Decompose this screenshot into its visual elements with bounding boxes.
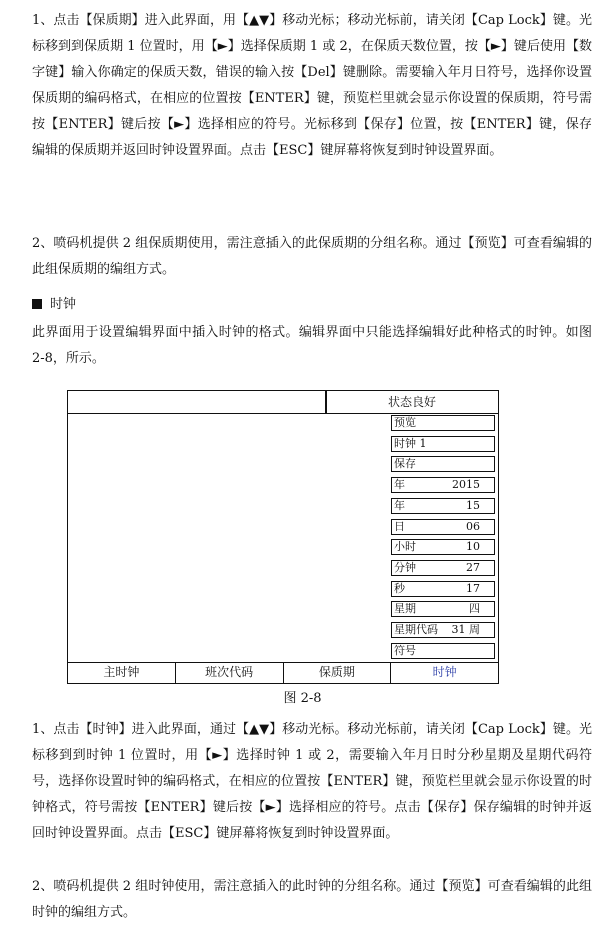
side-item[interactable] [391,477,495,493]
side-item[interactable] [391,498,495,514]
figure-caption: 图 2-8 [283,691,322,706]
side-item-label: 预览 [394,416,416,429]
tab-1[interactable]: 主时钟 [68,663,176,683]
paragraph-clock-2: 2、喷码机提供 2 组时钟使用，需注意插入的此时钟的分组名称。通过【预览】可查看编辑的此组时钟的编组方式。 [32,879,592,920]
side-item-value: 2015 [452,478,480,492]
clock-settings-figure [67,390,499,684]
side-item[interactable] [391,436,495,452]
side-item-label: 日 [394,519,405,533]
side-item-value: 15 [466,498,480,512]
tab-2[interactable]: 班次代码 [176,663,284,683]
paragraph-clock-intro: 此界面用于设置编辑界面中插入时钟的格式。编辑界面中只能选择编辑好此种格式的时钟。如图 2-8，所示。 [32,325,592,366]
side-item-value: 10 [466,540,480,554]
side-item-label: 小时 [394,540,416,554]
side-item[interactable] [391,415,495,431]
section-heading [32,292,592,318]
side-item[interactable] [391,456,495,472]
side-item-label: 保存 [394,457,416,471]
paragraph-clock-1: 1、点击【时钟】进入此界面，通过【▲▼】移动光标。移动光标前，请关闭【Cap Lock】键。光标移到到时钟 1 位置时，用【►】选择时钟 1 或 2，需要输入年月日时分秒星期及星期代码符号，选择你设置时钟的编码格式，在相应的位置按【ENTER】键，预览栏里就会显示你设置的时钟格式，符号需按【ENTER】键后按【►】选择相应的符号。点击【保存】保存编辑的时钟并返回时钟设置界面。点击【ESC】键屏幕将恢复到时钟设置界面。 [32,722,592,841]
paragraph-hold-period-1: 1、点击【保质期】进入此界面，用【▲▼】移动光标；移动光标前，请关闭【Cap Lock】键。光标移到到保质期 1 位置时，用【►】选择保质期 1 或 2，在保质天数位置，按【►】键后使用【数字键】输入你确定的保质天数，错误的输入按【Del】键删除。需要输入年月日符号，选择你设置保质期的编码格式，在相应的位置按【ENTER】键，预览栏里就会显示你设置的保质期，符号需按【ENTER】键后按【►】选择相应的符号。光标移到【保存】位置，按【ENTER】键，保存编辑的保质期并返回时钟设置界面。点击【ESC】键屏幕将恢复到时钟设置界面。 [32,13,593,158]
side-item-label: 年 [394,478,405,492]
side-item[interactable] [391,581,495,597]
side-item[interactable] [391,519,495,535]
figure-header [68,391,498,414]
square-bullet-icon [32,299,42,309]
status-text: 状态良好 [387,395,436,409]
side-item-label: 分钟 [394,560,416,574]
side-item-value: 31 周 [451,623,480,636]
side-item-label: 秒 [394,581,405,595]
side-item[interactable] [391,622,495,638]
side-item-value: 06 [466,519,480,533]
figure-tab-bar [68,662,498,683]
side-item-value: 17 [466,581,480,595]
side-item[interactable] [391,539,495,555]
section-heading-text: 时钟 [50,297,77,312]
side-item[interactable] [391,601,495,617]
side-item-label: 星期代码 [394,623,438,636]
side-item-value: 27 [466,560,480,574]
side-item[interactable] [391,560,495,576]
tab-4[interactable]: 时钟 [432,665,457,679]
side-item[interactable] [391,643,495,659]
tab-3[interactable]: 保质期 [284,663,392,683]
side-item-label: 星期 [394,602,416,616]
side-item-label: 符号 [394,643,416,657]
side-item-label: 时钟 1 [394,436,427,450]
paragraph-hold-period-2: 2、喷码机提供 2 组保质期使用，需注意插入的此保质期的分组名称。通过【预览】可查看编辑的此组保质期的编组方式。 [32,236,592,277]
side-item-label: 年 [394,498,405,512]
side-item-value: 四 [469,602,480,616]
